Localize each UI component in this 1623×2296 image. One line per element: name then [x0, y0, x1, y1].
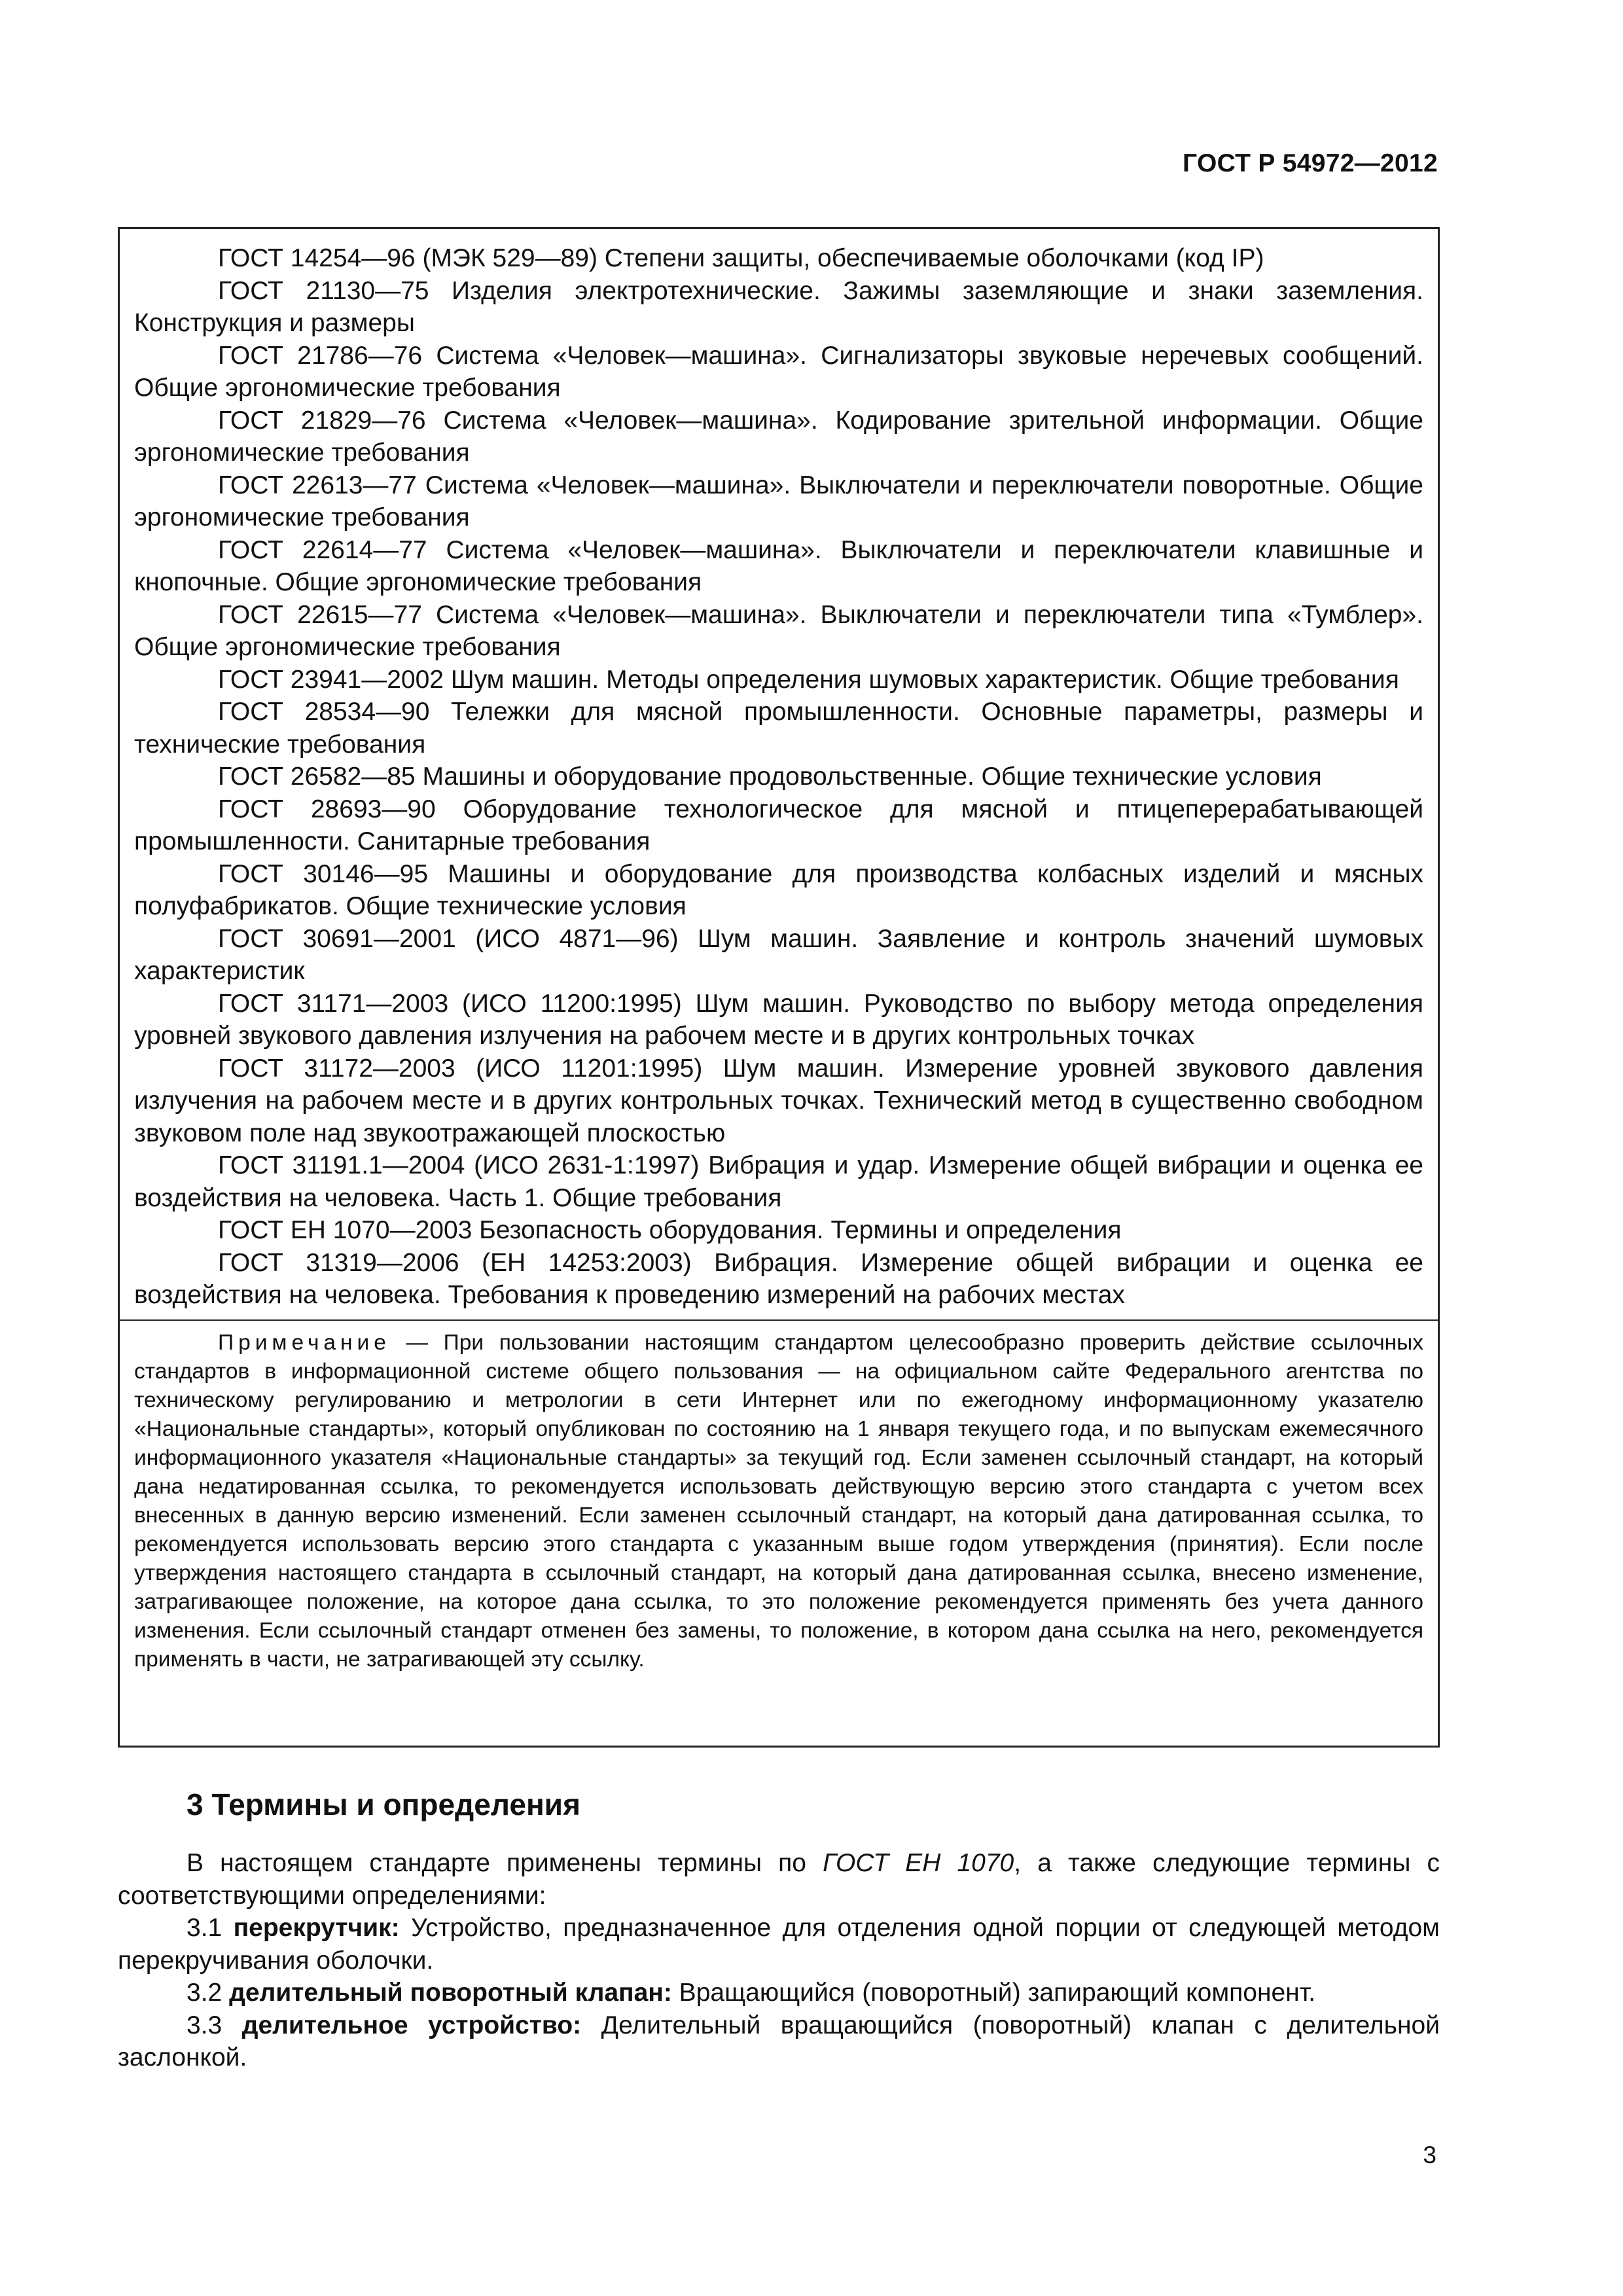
term-name: делительный поворотный клапан: [229, 1979, 672, 2007]
reference-item: ГОСТ 23941—2002 Шум машин. Методы определения шумовых характеристик. Общие требования [218, 665, 1399, 694]
intro-text-end: , а также следующие термины с соответствующими определениями: [118, 1849, 1440, 1910]
reference-item: ГОСТ 22614—77 Система «Человек—машина». Выключатели и переключатели клавишные и кнопочные. Общие эргономические требования [134, 535, 1423, 596]
reference-item: ГОСТ 31191.1—2004 (ИСО 2631-1:1997) Вибрация и удар. Измерение общей вибрации и оценка ее воздействия на человека. Часть 1. Общие требования [134, 1151, 1423, 1212]
term-number: 3.2 [187, 1979, 230, 2007]
page-number: 3 [1423, 2142, 1436, 2168]
intro-reference: ГОСТ ЕН 1070 [823, 1849, 1014, 1877]
section-body [118, 1847, 1440, 2074]
reference-item: ГОСТ ЕН 1070—2003 Безопасность оборудования. Термины и определения [218, 1216, 1122, 1244]
reference-item: ГОСТ 30146—95 Машины и оборудование для производства колбасных изделий и мясных полуфабрикатов. Общие технические условия [134, 859, 1423, 920]
term-text: Устройство, предназначенное для отделения одной порции от следующей методом перекручивания оболочки. [118, 1914, 1440, 1975]
term-number: 3.3 [187, 2011, 242, 2039]
term-number: 3.1 [187, 1914, 234, 1942]
normative-references-box [118, 227, 1440, 1748]
term-text: Делительный вращающийся (поворотный) клапан с делительной заслонкой. [118, 2011, 1440, 2072]
note-divider [120, 1319, 1438, 1321]
reference-item: ГОСТ 26582—85 Машины и оборудование продовольственные. Общие технические условия [218, 762, 1322, 791]
section-intro [118, 1847, 1440, 1912]
term-definition [118, 1977, 1440, 2009]
term-definition [118, 1912, 1440, 1977]
reference-item: ГОСТ 21130—75 Изделия электротехнические. Зажимы заземляющие и знаки заземления. Конструкция и размеры [134, 276, 1423, 337]
intro-text-start: В настоящем стандарте применены термины по [187, 1849, 823, 1877]
reference-item: ГОСТ 31171—2003 (ИСО 11200:1995) Шум машин. Руководство по выбору метода определения уровней звукового давления излучения на рабочем месте и в других контрольных точках [134, 989, 1423, 1050]
reference-item: ГОСТ 30691—2001 (ИСО 4871—96) Шум машин. Заявление и контроль значений шумовых характеристик [134, 924, 1423, 985]
reference-item: ГОСТ 14254—96 (МЭК 529—89) Степени защиты, обеспечиваемые оболочками (код IP) [218, 244, 1264, 272]
term-definition [118, 2009, 1440, 2074]
reference-item: ГОСТ 31319—2006 (ЕН 14253:2003) Вибрация. Измерение общей вибрации и оценка ее воздействия на человека. Требования к проведению измерений на рабочих местах [134, 1248, 1423, 1309]
term-name: делительное устройство: [241, 2011, 582, 2039]
reference-item: ГОСТ 22613—77 Система «Человек—машина». Выключатели и переключатели поворотные. Общие эргономические требования [134, 471, 1423, 531]
term-name: перекрутчик: [233, 1914, 400, 1942]
note-label: Примечание [218, 1330, 391, 1355]
reference-item: ГОСТ 21786—76 Система «Человек—машина». Сигнализаторы звуковые неречевых сообщений. Общие эргономические требования [134, 341, 1423, 402]
reference-item: ГОСТ 28534—90 Тележки для мясной промышленности. Основные параметры, размеры и технические требования [134, 698, 1423, 759]
term-text: Вращающийся (поворотный) запирающий компонент. [671, 1979, 1316, 2007]
section-title: 3 Термины и определения [187, 1787, 580, 1821]
note-text: — При пользовании настоящим стандартом целесообразно проверить действие ссылочных стандартов в информационной системе общего пользования — на официальном сайте Федерального агентства по техническому регулированию и метрологии в сети Интернет или по ежегодному информационному указателю «Национальные стандарты», который опубликован по состоянию на 1 января текущего года, и по выпускам ежемесячного информационного указателя «Национальные стандарты» за текущий год. Если заменен ссылочный стандарт, на который дана недатированная ссылка, то рекомендуется использовать действующую версию этого стандарта с учетом всех внесенных в данную версию изменений. Если заменен ссылочный стандарт, на который дана датированная ссылка, то рекомендуется использовать версию этого стандарта с указанным выше годом утверждения (принятия). Если после утверждения настоящего стандарта в ссылочный стандарт, на который дана датированная ссылка, внесено изменение, затрагивающее положение, на которое дана ссылка, то это положение рекомендуется применять без учета данного изменения. Если ссылочный стандарт отменен без замены, то положение, в котором дана ссылка на него, рекомендуется применять в части, не затрагивающей эту ссылку. [134, 1330, 1423, 1672]
reference-item: ГОСТ 21829—76 Система «Человек—машина». Кодирование зрительной информации. Общие эргономические требования [134, 406, 1423, 467]
reference-item: ГОСТ 28693—90 Оборудование технологическое для мясной и птицеперерабатывающей промышленности. Санитарные требования [134, 795, 1423, 855]
note-paragraph [134, 1329, 1423, 1674]
document-code-header: ГОСТ Р 54972—2012 [1183, 149, 1438, 177]
reference-item: ГОСТ 31172—2003 (ИСО 11201:1995) Шум машин. Измерение уровней звукового давления излучения на рабочем месте и в других контрольных точках. Технический метод в существенно свободном звуковом поле над звукоотражающей плоскостью [134, 1054, 1423, 1147]
reference-item: ГОСТ 22615—77 Система «Человек—машина». Выключатели и переключатели типа «Тумблер». Общие эргономические требования [134, 600, 1423, 661]
